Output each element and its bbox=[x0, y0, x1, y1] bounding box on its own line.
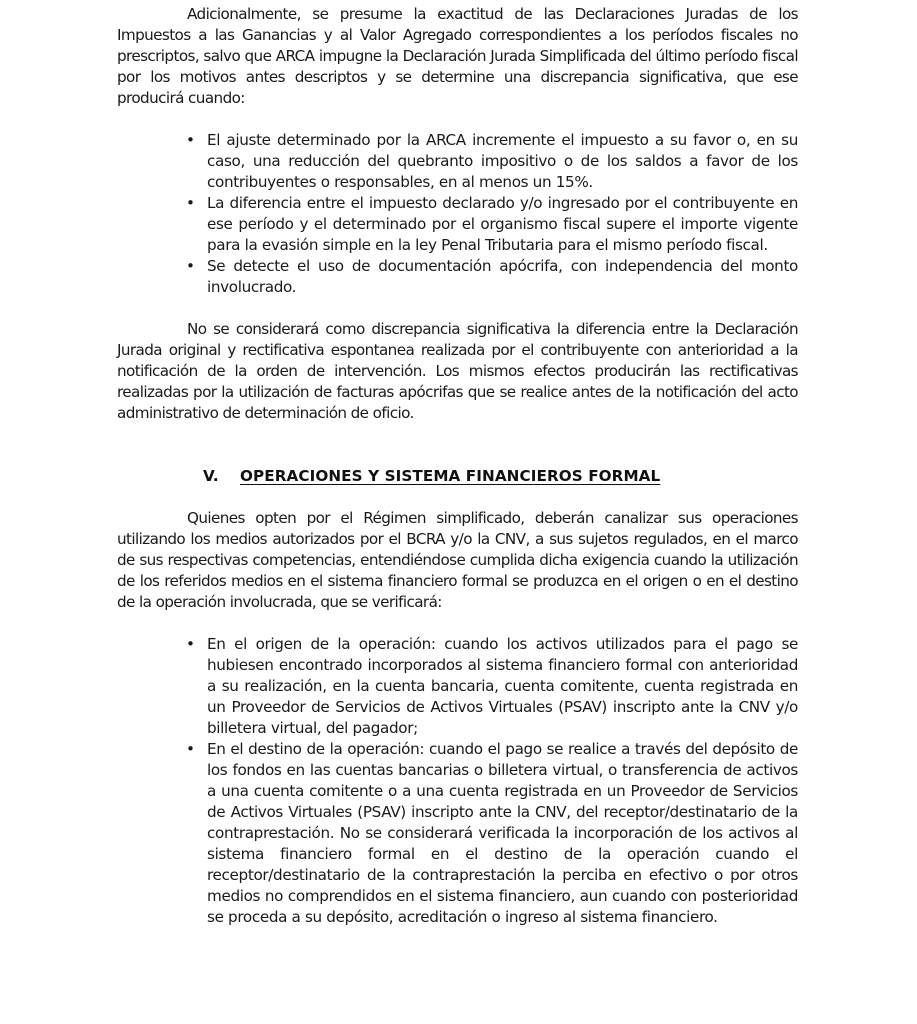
bullet-icon: • bbox=[186, 635, 195, 653]
bullet-text: En el destino de la operación: cuando el pago se realice a través del depósito de los fondos en las cuentas bancarias o billetera virtual, o transferencia de activos a una cuenta comitente o a una cuenta registrada en un Proveedor de Servicios de Activos Virtuales (PSAV) inscripto ante la CNV, del receptor/destinatario de la contraprestación. No se considerará verificada la incorporación de los activos al sistema financiero formal en el destino de la operación cuando el receptor/destinatario de la contraprestación la perciba en efectivo o por otros medios no comprendidos en el sistema financiero, aun cuando con posterioridad se proceda a su depósito, acreditación o ingreso al sistema financiero. bbox=[207, 740, 798, 926]
bullet-text: El ajuste determinado por la ARCA incremente el impuesto a su favor o, en su caso, una reducción del quebranto impositivo o de los saldos a favor de los contribuyentes o responsables, en al menos un 15%. bbox=[207, 131, 798, 191]
bullet-item bbox=[186, 256, 798, 298]
bullet-item bbox=[186, 634, 798, 739]
spacer bbox=[117, 298, 798, 319]
intro-paragraph: Adicionalmente, se presume la exactitud de las Declaraciones Juradas de los Impuestos a las Ganancias y al Valor Agregado correspondientes a los períodos fiscales no prescriptos, salvo que ARCA impugne la Declaración Jurada Simplificada del último período fiscal por los motivos antes descriptos y se determine una discrepancia significativa, que ese producirá cuando: bbox=[117, 5, 798, 107]
section-paragraph: Quienes opten por el Régimen simplificado, deberán canalizar sus operaciones utilizando los medios autorizados por el BCRA y/o la CNV, a sus sujetos regulados, en el marco de sus respectivas competencias, entendiéndose cumplida dicha exigencia cuando la utilización de los referidos medios en el sistema financiero formal se produzca en el origen o en el destino de la operación involucrada, que se verificará: bbox=[117, 509, 798, 611]
exclusion-paragraph: No se considerará como discrepancia significativa la diferencia entre la Declaración Jurada original y rectificativa espontanea realizada por el contribuyente con anterioridad a la notificación de la orden de intervención. Los mismos efectos producirán las rectificativas realizadas por la utilización de facturas apócrifas que se realice antes de la notificación del acto administrativo de determinación de oficio. bbox=[117, 320, 798, 422]
bullet-icon: • bbox=[186, 131, 195, 149]
spacer bbox=[117, 424, 798, 466]
bullet-icon: • bbox=[186, 257, 195, 275]
bullet-icon: • bbox=[186, 740, 195, 758]
section-number: V. bbox=[203, 467, 219, 485]
bullet-item bbox=[186, 130, 798, 193]
document-page bbox=[117, 4, 798, 928]
section-heading bbox=[117, 466, 798, 487]
bullet-item bbox=[186, 193, 798, 256]
section-title: OPERACIONES Y SISTEMA FINANCIEROS FORMAL bbox=[240, 467, 661, 485]
bullet-item bbox=[186, 739, 798, 928]
spacer bbox=[117, 487, 798, 508]
discrepancy-bullet-list bbox=[117, 130, 798, 298]
verification-bullet-list bbox=[117, 634, 798, 928]
spacer bbox=[117, 109, 798, 130]
bullet-text: La diferencia entre el impuesto declarado y/o ingresado por el contribuyente en ese período y el determinado por el organismo fiscal supere el importe vigente para la evasión simple en la ley Penal Tributaria para el mismo período fiscal. bbox=[207, 194, 798, 254]
bullet-text: Se detecte el uso de documentación apócrifa, con independencia del monto involucrado. bbox=[207, 257, 798, 296]
bullet-text: En el origen de la operación: cuando los activos utilizados para el pago se hubiesen encontrado incorporados al sistema financiero formal con anterioridad a su realización, en la cuenta bancaria, cuenta comitente, cuenta registrada en un Proveedor de Servicios de Activos Virtuales (PSAV) inscripto ante la CNV y/o billetera virtual, del pagador; bbox=[207, 635, 798, 737]
bullet-icon: • bbox=[186, 194, 195, 212]
spacer bbox=[117, 613, 798, 634]
